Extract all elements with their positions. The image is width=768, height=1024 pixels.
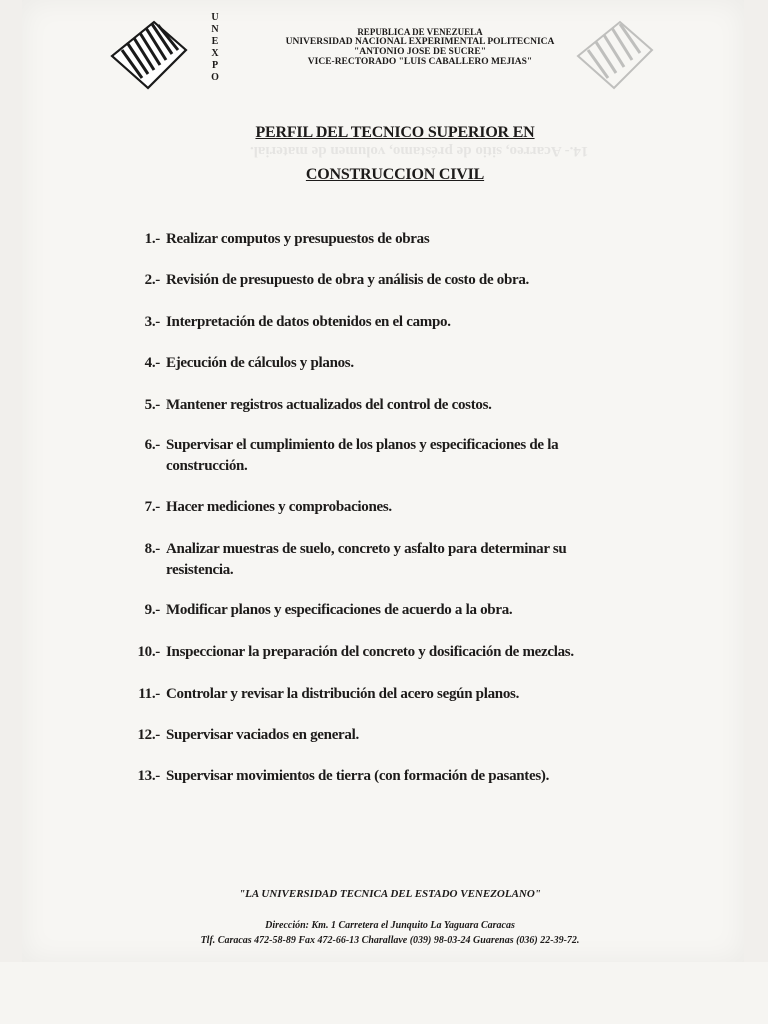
list-item-text: Ejecución de cálculos y planos. (166, 355, 354, 371)
list-item-number: 4.- (144, 355, 160, 371)
list-item-text-continued: construcción. (166, 458, 248, 474)
list-item-number: 7.- (144, 499, 160, 515)
list-item-text: Modificar planos y especificaciones de acuerdo a la obra. (166, 602, 513, 618)
list-item (137, 642, 574, 663)
acronym-vertical (210, 12, 220, 84)
list-item-number: 8.- (144, 541, 160, 557)
acronym-letter: O (211, 72, 219, 83)
footer-address-line: Dirección: Km. 1 Carretera el Junquito La Yaguara Caracas (265, 920, 515, 931)
footer-motto: "LA UNIVERSIDAD TECNICA DEL ESTADO VENEZOLANO" (239, 888, 541, 900)
letterhead-university: UNIVERSIDAD NACIONAL EXPERIMENTAL POLITECNICA (285, 37, 555, 47)
list-item (137, 725, 359, 746)
list-item-number: 11.- (138, 686, 160, 702)
acronym-letter: X (211, 48, 219, 59)
list-item-text: Supervisar el cumplimiento de los planos y especificaciones de la (166, 437, 559, 453)
university-logo-faint (574, 20, 656, 90)
list-item-number: 2.- (144, 272, 160, 288)
list-item (144, 353, 354, 374)
list-item-text: Analizar muestras de suelo, concreto y asfalto para determinar su (166, 541, 567, 557)
list-item-number: 1.- (144, 231, 160, 247)
acronym-letter: P (211, 60, 219, 71)
list-item-text: Interpretación de datos obtenidos en el campo. (166, 314, 451, 330)
letterhead-vice-rectorate: VICE-RECTORADO "LUIS CABALLERO MEJIAS" (307, 57, 533, 67)
document-title-line1: PERFIL DEL TECNICO SUPERIOR EN (255, 124, 535, 141)
list-item-text: Controlar y revisar la distribución del acero según planos. (166, 686, 520, 702)
list-item (138, 684, 520, 705)
list-item-text: Supervisar vaciados en general. (166, 727, 359, 743)
list-item-number: 9.- (144, 602, 160, 618)
list-item-number: 10.- (137, 644, 160, 660)
list-item (144, 395, 492, 416)
list-item (144, 539, 567, 581)
list-item-text: Inspeccionar la preparación del concreto y dosificación de mezclas. (166, 644, 574, 660)
footer-phone-line: Tlf. Caracas 472-58-89 Fax 472-66-13 Charallave (039) 98-03-24 Guarenas (036) 22-39-72. (200, 935, 580, 946)
list-item-number: 12.- (137, 727, 160, 743)
list-item-text: Revisión de presupuesto de obra y análisis de costo de obra. (166, 272, 530, 288)
acronym-letter: N (211, 24, 219, 35)
list-item-number: 5.- (144, 397, 160, 413)
bleed-through-text: 14.- Acarreo, sitio de préstamo, volumen de material. (250, 143, 589, 159)
letterhead-university-name: "ANTONIO JOSE DE SUCRE" (353, 47, 487, 57)
letterhead (270, 27, 570, 67)
university-logo (108, 20, 190, 90)
list-item-number: 13.- (137, 768, 160, 784)
list-item (144, 435, 559, 477)
list-item (144, 600, 513, 621)
document-title-line2: CONSTRUCCION CIVIL (305, 166, 485, 183)
list-item-text: Realizar computos y presupuestos de obras (166, 231, 430, 247)
list-item-text: Mantener registros actualizados del control de costos. (166, 397, 492, 413)
acronym-letter: U (211, 12, 219, 23)
page-margin (0, 962, 768, 1024)
list-item (137, 766, 550, 787)
list-item-text-continued: resistencia. (166, 562, 234, 578)
list-item-number: 6.- (144, 437, 160, 453)
letterhead-country: REPUBLICA DE VENEZUELA (357, 27, 483, 37)
list-item (144, 312, 451, 333)
list-item-text: Supervisar movimientos de tierra (con formación de pasantes). (166, 768, 550, 784)
list-item-number: 3.- (144, 314, 160, 330)
list-item (144, 229, 430, 250)
list-item (144, 270, 530, 291)
list-item (144, 497, 392, 518)
list-item-text: Hacer mediciones y comprobaciones. (166, 499, 392, 515)
acronym-letter: E (211, 36, 219, 47)
footer-address (130, 918, 650, 948)
